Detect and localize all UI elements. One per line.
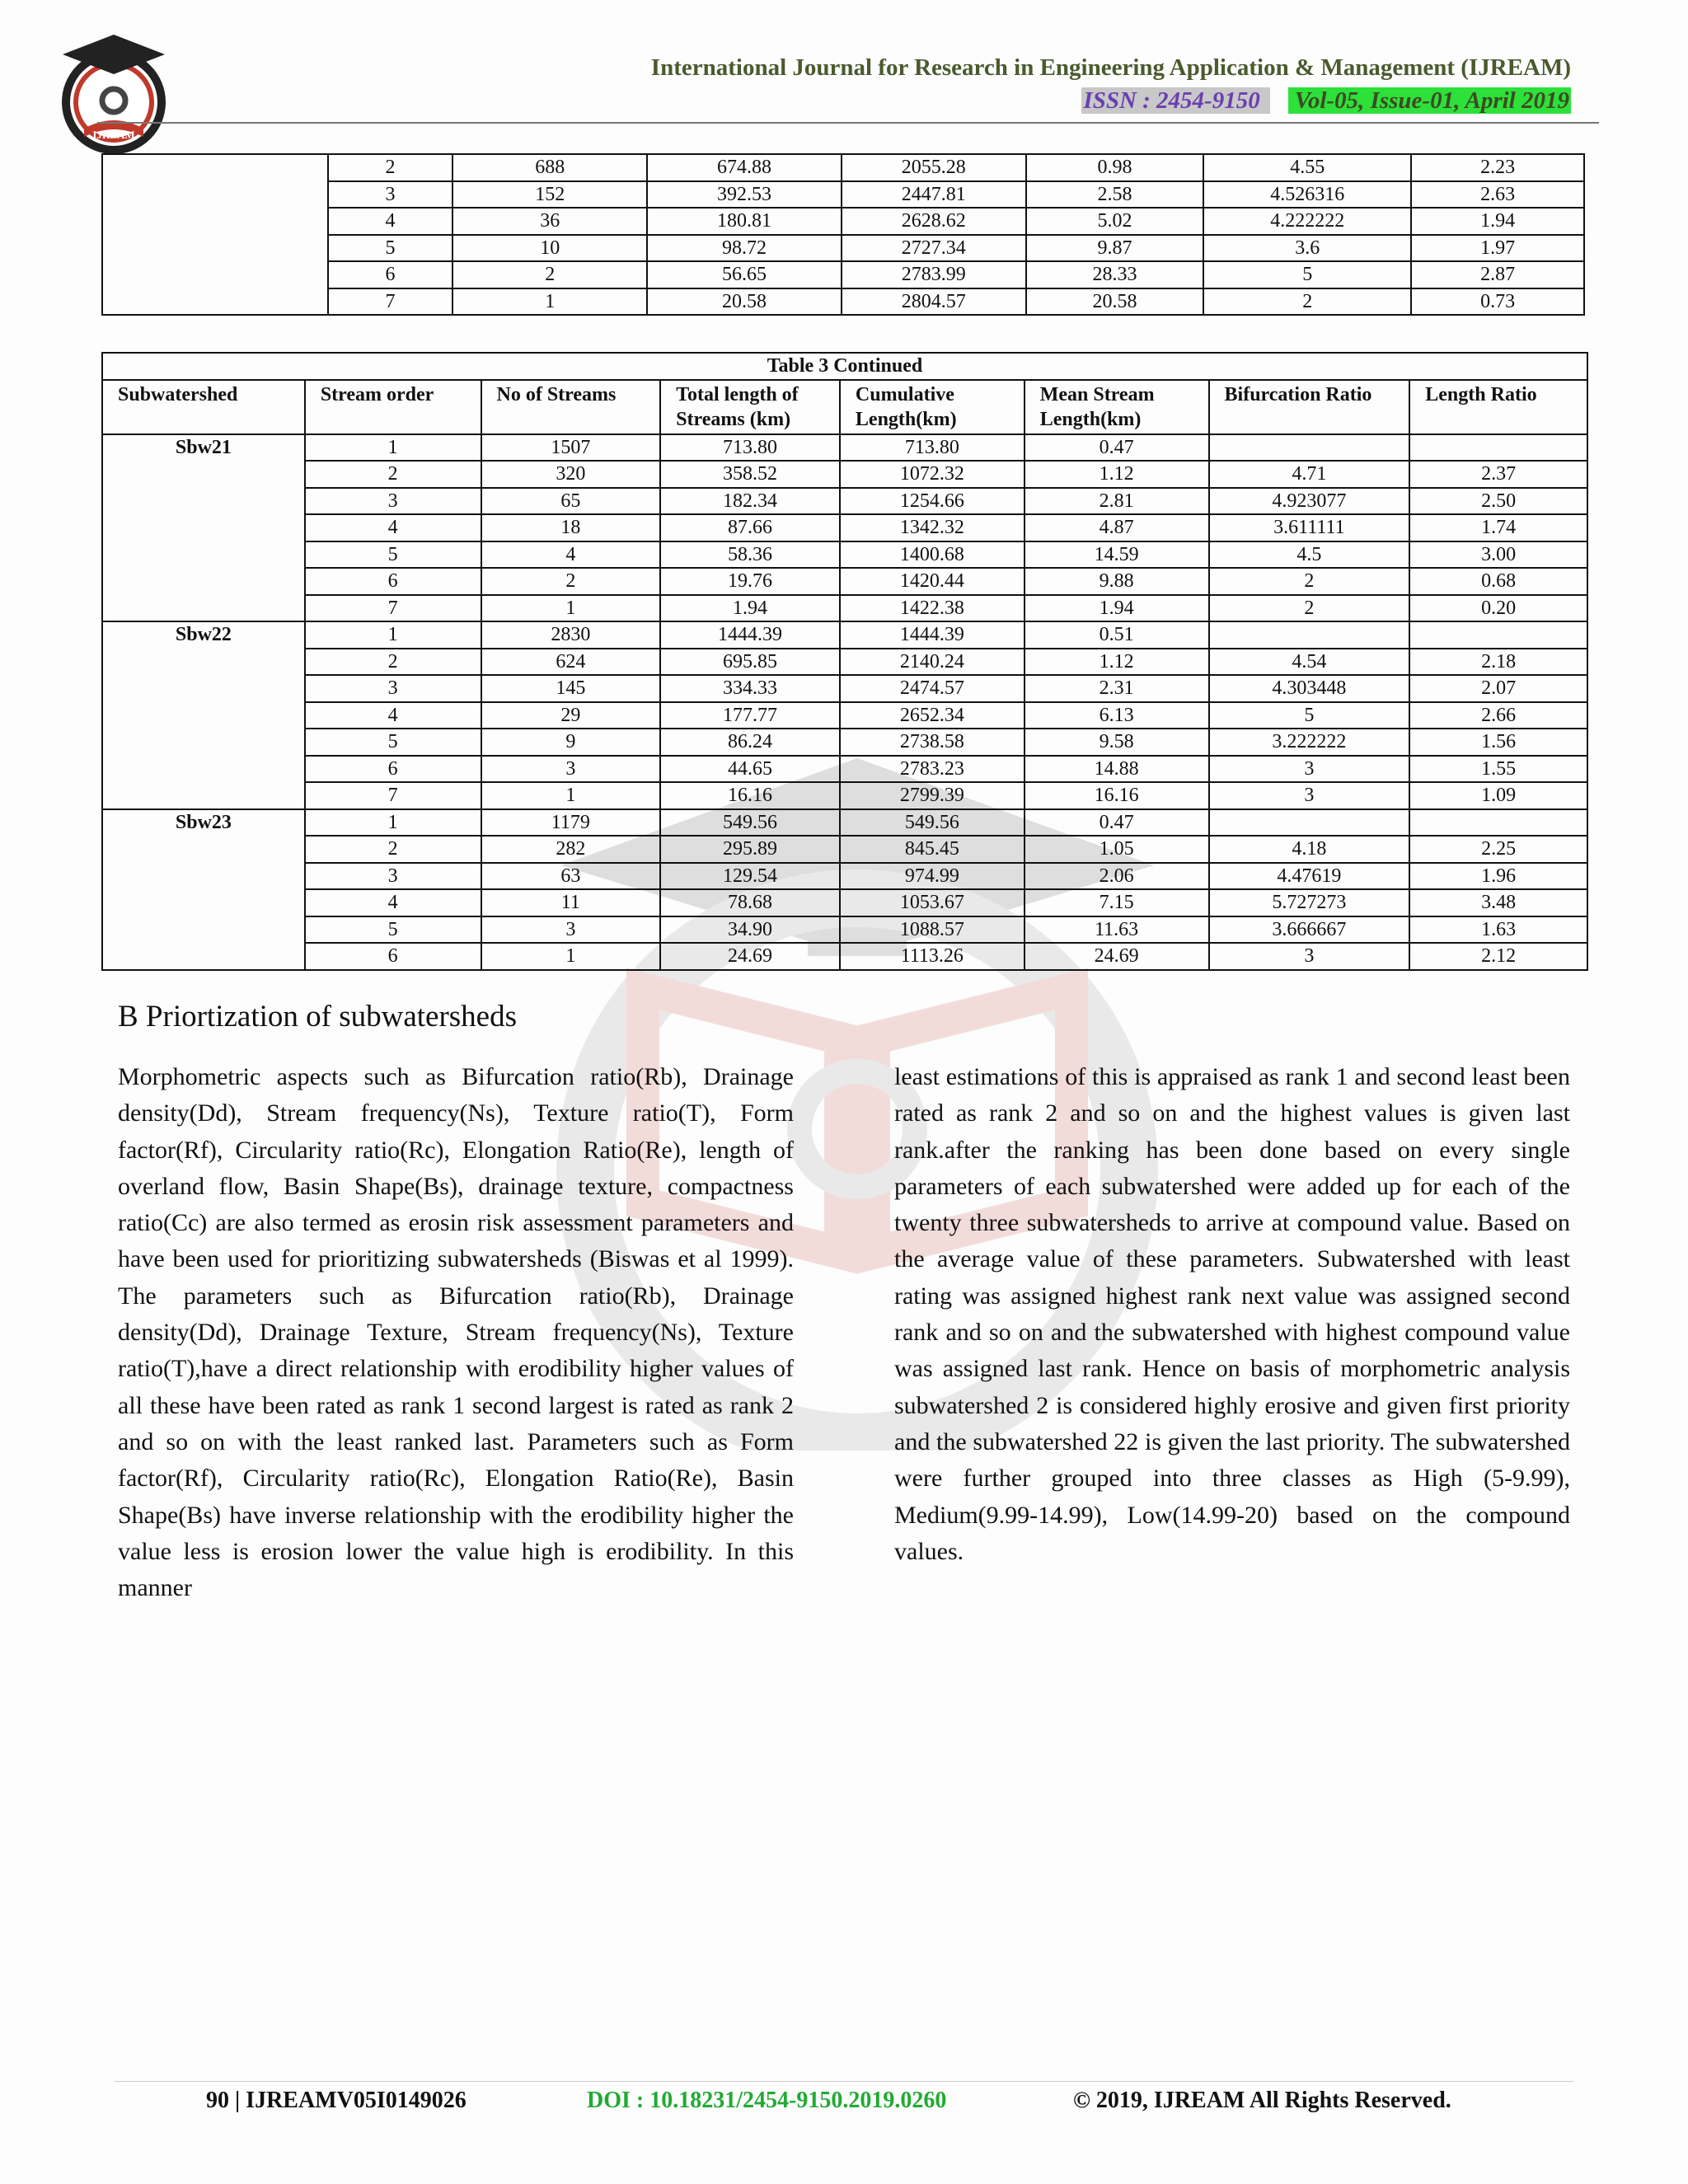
table-cell: 4 (481, 541, 661, 569)
table-cell: 3 (305, 488, 481, 515)
table-caption: Table 3 Continued (102, 353, 1587, 380)
table-cell: 2.81 (1025, 488, 1209, 515)
table-cell: 3 (1209, 782, 1410, 809)
table-cell: 1 (481, 782, 661, 809)
table-cell: 2.25 (1409, 836, 1587, 863)
table-cell: 1507 (481, 434, 661, 462)
table-cell: 1 (481, 595, 661, 622)
column-header: Stream order (305, 380, 481, 434)
table-cell: 2055.28 (842, 154, 1026, 181)
table-cell: 1088.57 (840, 916, 1025, 944)
column-header: Length Ratio (1409, 380, 1587, 434)
table-cell: 2 (452, 261, 647, 288)
table-cell: 1.94 (1411, 208, 1584, 235)
table-cell: 2783.23 (840, 756, 1025, 783)
table-cell: 3 (1209, 756, 1410, 783)
table-cell: 1.09 (1409, 782, 1587, 809)
table-cell: 2.63 (1411, 181, 1584, 209)
table-row (102, 916, 1587, 944)
table-cell: 1400.68 (840, 541, 1025, 569)
table-cell: 2.37 (1409, 461, 1587, 488)
table-cell: 688 (452, 154, 647, 181)
table-cell: 4.303448 (1209, 675, 1410, 702)
table-cell: 1.12 (1025, 649, 1209, 676)
table-cell: 10 (452, 235, 647, 262)
footer-page-id: 90 | IJREAMV05I0149026 (206, 2088, 467, 2113)
table-cell: 713.80 (660, 434, 840, 462)
table-cell: 2.06 (1025, 863, 1209, 890)
footer-rule (114, 2081, 1574, 2082)
table-cell: 16.16 (660, 782, 840, 809)
table-cell: 2799.39 (840, 782, 1025, 809)
column-header: Total length of Streams (km) (660, 380, 840, 434)
body-paragraph-left: Morphometric aspects such as Bifurcation ratio(Rb), Drainage density(Dd), Stream frequency(Ns), Texture ratio(T), Form factor(Rf), Circularity ratio(Rc), Elongation Ratio(Re), length of overland flow, Basin Shape(Bs), drainage texture, compactness ratio(Cc) are also termed as erosin risk assessment parameters and have been used for prioritizing subwatersheds (Biswas et al 1999). The parameters such as Bifurcation ratio(Rb), Drainage density(Dd), Drainage Texture, Stream frequency(Ns), Texture ratio(T),have a direct relationship with erodibility higher values of all these have been rated as rank 1 second largest is rated as rank 2 and so on with the least ranked last. Parameters such as Form factor(Rf), Circularity ratio(Rc), Elongation Ratio(Re), Basin Shape(Bs) have inverse relationship with the erodibility higher the value less is erosion lower the value high is erodibility. In this manner (118, 1063, 794, 1602)
journal-logo (54, 30, 173, 153)
table-cell: 3 (305, 675, 481, 702)
table-row (102, 675, 1587, 702)
table-row (102, 702, 1587, 729)
table-cell: 320 (481, 461, 661, 488)
table-cell: 11 (481, 889, 661, 916)
table-cell: 2830 (481, 621, 661, 649)
table-cell: 3.666667 (1209, 916, 1410, 944)
footer-copyright: © 2019, IJREAM All Rights Reserved. (1073, 2088, 1451, 2113)
table-cell: 4 (328, 208, 453, 235)
table-cell: 1113.26 (840, 943, 1025, 970)
table-cell: 7 (328, 288, 453, 316)
table-cell: 2727.34 (842, 235, 1026, 262)
table-cell: 624 (481, 649, 661, 676)
column-header: Bifurcation Ratio (1209, 380, 1410, 434)
table-cell: 2628.62 (842, 208, 1026, 235)
table-cell: 2.07 (1409, 675, 1587, 702)
table-cell (1209, 621, 1410, 649)
table-row (102, 154, 1584, 181)
table-cell: 1 (481, 943, 661, 970)
table-cell: 3 (481, 756, 661, 783)
table-cell: 7 (305, 595, 481, 622)
table-cell: 5 (1209, 702, 1410, 729)
table-cell: 2 (305, 836, 481, 863)
table-cell: 1072.32 (840, 461, 1025, 488)
table-cell: 11.63 (1025, 916, 1209, 944)
table-row (102, 595, 1587, 622)
table-cell: 1.12 (1025, 461, 1209, 488)
table-cell: 4.222222 (1203, 208, 1411, 235)
table-cell: 1.96 (1409, 863, 1587, 890)
table-cell: 14.59 (1025, 541, 1209, 569)
table-cell: 2 (305, 649, 481, 676)
table-cell: 3 (1209, 943, 1410, 970)
table-cell: 1.94 (1025, 595, 1209, 622)
table-cell: 4.526316 (1203, 181, 1411, 209)
table-cell: 1.55 (1409, 756, 1587, 783)
table-cell: 1.94 (660, 595, 840, 622)
section-heading: B Priortization of subwatersheds (118, 1000, 517, 1033)
table-cell: 29 (481, 702, 661, 729)
table-cell: 19.76 (660, 568, 840, 595)
table-cell: 180.81 (647, 208, 842, 235)
table-row (102, 541, 1587, 569)
table-cell: 1 (305, 621, 481, 649)
table-cell: 4 (305, 514, 481, 541)
table-cell: 4.71 (1209, 461, 1410, 488)
table-row (102, 889, 1587, 916)
table-cell: 2.18 (1409, 649, 1587, 676)
table-cell: 1.56 (1409, 729, 1587, 756)
table-cell: 2 (1203, 288, 1411, 316)
table-cell: 3.00 (1409, 541, 1587, 569)
svg-text:IJREAM: IJREAM (92, 129, 135, 141)
table-cell: 3.6 (1203, 235, 1411, 262)
table-cell: 695.85 (660, 649, 840, 676)
table-cell: 63 (481, 863, 661, 890)
table-cell: 549.56 (660, 809, 840, 837)
table-cell: 98.72 (647, 235, 842, 262)
table-cell: 2.87 (1411, 261, 1584, 288)
table-cell: 7 (305, 782, 481, 809)
table-row (102, 943, 1587, 970)
table-cell (1409, 621, 1587, 649)
table-cell: 4 (305, 702, 481, 729)
table-cell (1409, 434, 1587, 462)
table-cell: 6 (305, 756, 481, 783)
table-cell: 6 (305, 943, 481, 970)
table-cell: 5.727273 (1209, 889, 1410, 916)
subwatershed-label: Sbw23 (102, 809, 305, 970)
table-cell: 1.63 (1409, 916, 1587, 944)
table-cell: 2652.34 (840, 702, 1025, 729)
table-cell: 145 (481, 675, 661, 702)
table-cell: 1.05 (1025, 836, 1209, 863)
table-cell: 3 (328, 181, 453, 209)
table-cell: 0.20 (1409, 595, 1587, 622)
table-row (102, 809, 1587, 837)
table-cell: 3.611111 (1209, 514, 1410, 541)
table-cell: 0.73 (1411, 288, 1584, 316)
table-cell: 6.13 (1025, 702, 1209, 729)
table-cell: 9.87 (1026, 235, 1204, 262)
table-cell: 5 (305, 541, 481, 569)
table-cell: 713.80 (840, 434, 1025, 462)
table-cell: 24.69 (1025, 943, 1209, 970)
table-cell: 4.18 (1209, 836, 1410, 863)
table-cell: 9.58 (1025, 729, 1209, 756)
table-cell: 3.222222 (1209, 729, 1410, 756)
table-cell: 58.36 (660, 541, 840, 569)
table-row (102, 461, 1587, 488)
table-cell: 2.31 (1025, 675, 1209, 702)
table-cell: 282 (481, 836, 661, 863)
table-cell: 1 (305, 434, 481, 462)
table-cell: 2738.58 (840, 729, 1025, 756)
table-cell: 674.88 (647, 154, 842, 181)
table-cell: 1053.67 (840, 889, 1025, 916)
table-3-continued (101, 352, 1588, 971)
table-cell: 2.66 (1409, 702, 1587, 729)
table-cell: 358.52 (660, 461, 840, 488)
table-row (102, 729, 1587, 756)
table-cell: 1179 (481, 809, 661, 837)
table-cell: 7.15 (1025, 889, 1209, 916)
table-cell: 9.88 (1025, 568, 1209, 595)
table-cell (1409, 809, 1587, 837)
table-cell: 5 (305, 916, 481, 944)
table-cell: 5.02 (1026, 208, 1204, 235)
table-cell: 4.923077 (1209, 488, 1410, 515)
table-row (102, 568, 1587, 595)
table-cell: 24.69 (660, 943, 840, 970)
subwatershed-label: Sbw21 (102, 434, 305, 622)
footer-doi: DOI : 10.18231/2454-9150.2019.0260 (587, 2088, 947, 2113)
table-cell: 4.5 (1209, 541, 1410, 569)
table-cell: 1.97 (1411, 235, 1584, 262)
table-cell: 129.54 (660, 863, 840, 890)
table-cell: 1444.39 (840, 621, 1025, 649)
table-cell: 86.24 (660, 729, 840, 756)
table-cell: 0.68 (1409, 568, 1587, 595)
table-cell: 16.16 (1025, 782, 1209, 809)
table-cell: 34.90 (660, 916, 840, 944)
table-cell: 5 (328, 235, 453, 262)
table-cell: 2 (1209, 568, 1410, 595)
table-cell: 334.33 (660, 675, 840, 702)
issn-volume-line (1081, 87, 1571, 115)
table-row (102, 836, 1587, 863)
volume-issue: Vol-05, Issue-01, April 2019 (1288, 87, 1571, 114)
table-cell: 295.89 (660, 836, 840, 863)
column-header: Subwatershed (102, 380, 305, 434)
table-cell: 4.47619 (1209, 863, 1410, 890)
table-cell: 5 (1203, 261, 1411, 288)
table-cell: 1254.66 (840, 488, 1025, 515)
table-cell: 20.58 (1026, 288, 1204, 316)
table-cell: 2.12 (1409, 943, 1587, 970)
table-row (102, 434, 1587, 462)
table-cell (1209, 434, 1410, 462)
table-cell: 9 (481, 729, 661, 756)
column-header: Mean Stream Length(km) (1025, 380, 1209, 434)
table-row (102, 756, 1587, 783)
table-row (102, 621, 1587, 649)
table-cell: 1.74 (1409, 514, 1587, 541)
column-header: No of Streams (481, 380, 661, 434)
table-cell: 2 (328, 154, 453, 181)
header-rule (97, 122, 1599, 124)
table-cell: 20.58 (647, 288, 842, 316)
table-cell: 2 (305, 461, 481, 488)
table-cell: 1444.39 (660, 621, 840, 649)
table-cell: 392.53 (647, 181, 842, 209)
table-cell: 87.66 (660, 514, 840, 541)
table-continuation-top (101, 153, 1585, 316)
table-cell: 3.48 (1409, 889, 1587, 916)
table-cell: 6 (328, 261, 453, 288)
table-cell: 0.98 (1026, 154, 1204, 181)
subwatershed-label: Sbw22 (102, 621, 305, 809)
table-cell: 4.54 (1209, 649, 1410, 676)
table-cell (1209, 809, 1410, 837)
table-cell: 2.50 (1409, 488, 1587, 515)
table-row (102, 782, 1587, 809)
table-cell: 845.45 (840, 836, 1025, 863)
table-cell: 28.33 (1026, 261, 1204, 288)
body-paragraph-right: least estimations of this is appraised as rank 1 and second least been rated as rank 2 and so on and the highest values is given last rank.after the ranking has been done based on every single parameters of each subwatershed were added up for each of the twenty three subwatersheds to arrive at compound value. Based on the average value of these parameters. Subwatershed with least rating was assigned highest rank next value was assigned second rank and so on and the subwatershed with highest compound value was assigned last rank. Hence on basis of morphometric analysis subwatershed 2 is considered highly erosive and given first priority and the subwatershed 22 is given the last priority. The subwatershed were further grouped into three classes as High (5-9.99), Medium(9.99-14.99), Low(14.99-20) based on the compound values. (894, 1063, 1570, 1565)
table-cell: 2 (1209, 595, 1410, 622)
table-cell: 2804.57 (842, 288, 1026, 316)
table-cell: 1420.44 (840, 568, 1025, 595)
table-cell: 182.34 (660, 488, 840, 515)
issn: ISSN : 2454-9150 (1081, 87, 1269, 114)
table-cell: 2474.57 (840, 675, 1025, 702)
table-cell: 1422.38 (840, 595, 1025, 622)
table-cell: 0.47 (1025, 434, 1209, 462)
table-row (102, 488, 1587, 515)
table-cell: 4.87 (1025, 514, 1209, 541)
table-cell: 3 (481, 916, 661, 944)
table-row (102, 649, 1587, 676)
table-cell (102, 154, 328, 315)
table-cell: 78.68 (660, 889, 840, 916)
table-cell: 18 (481, 514, 661, 541)
table-cell: 0.47 (1025, 809, 1209, 837)
table-cell: 65 (481, 488, 661, 515)
table-cell: 2 (481, 568, 661, 595)
table-cell: 177.77 (660, 702, 840, 729)
column-header: Cumulative Length(km) (840, 380, 1025, 434)
table-cell: 974.99 (840, 863, 1025, 890)
table-cell: 44.65 (660, 756, 840, 783)
table-cell: 2783.99 (842, 261, 1026, 288)
table-cell: 1 (452, 288, 647, 316)
table-cell: 2140.24 (840, 649, 1025, 676)
table-cell: 14.88 (1025, 756, 1209, 783)
table-cell: 2447.81 (842, 181, 1026, 209)
table-cell: 1 (305, 809, 481, 837)
table-cell: 36 (452, 208, 647, 235)
table-cell: 56.65 (647, 261, 842, 288)
table-cell: 4.55 (1203, 154, 1411, 181)
table-cell: 4 (305, 889, 481, 916)
table-cell: 2.23 (1411, 154, 1584, 181)
table-row (102, 863, 1587, 890)
table-cell: 2.58 (1026, 181, 1204, 209)
table-cell: 5 (305, 729, 481, 756)
table-cell: 0.51 (1025, 621, 1209, 649)
table-cell: 3 (305, 863, 481, 890)
table-cell: 1342.32 (840, 514, 1025, 541)
table-cell: 152 (452, 181, 647, 209)
table-row (102, 514, 1587, 541)
table-cell: 549.56 (840, 809, 1025, 837)
journal-title: International Journal for Research in Engineering Application & Management (IJREAM) (650, 54, 1571, 81)
table-cell: 6 (305, 568, 481, 595)
